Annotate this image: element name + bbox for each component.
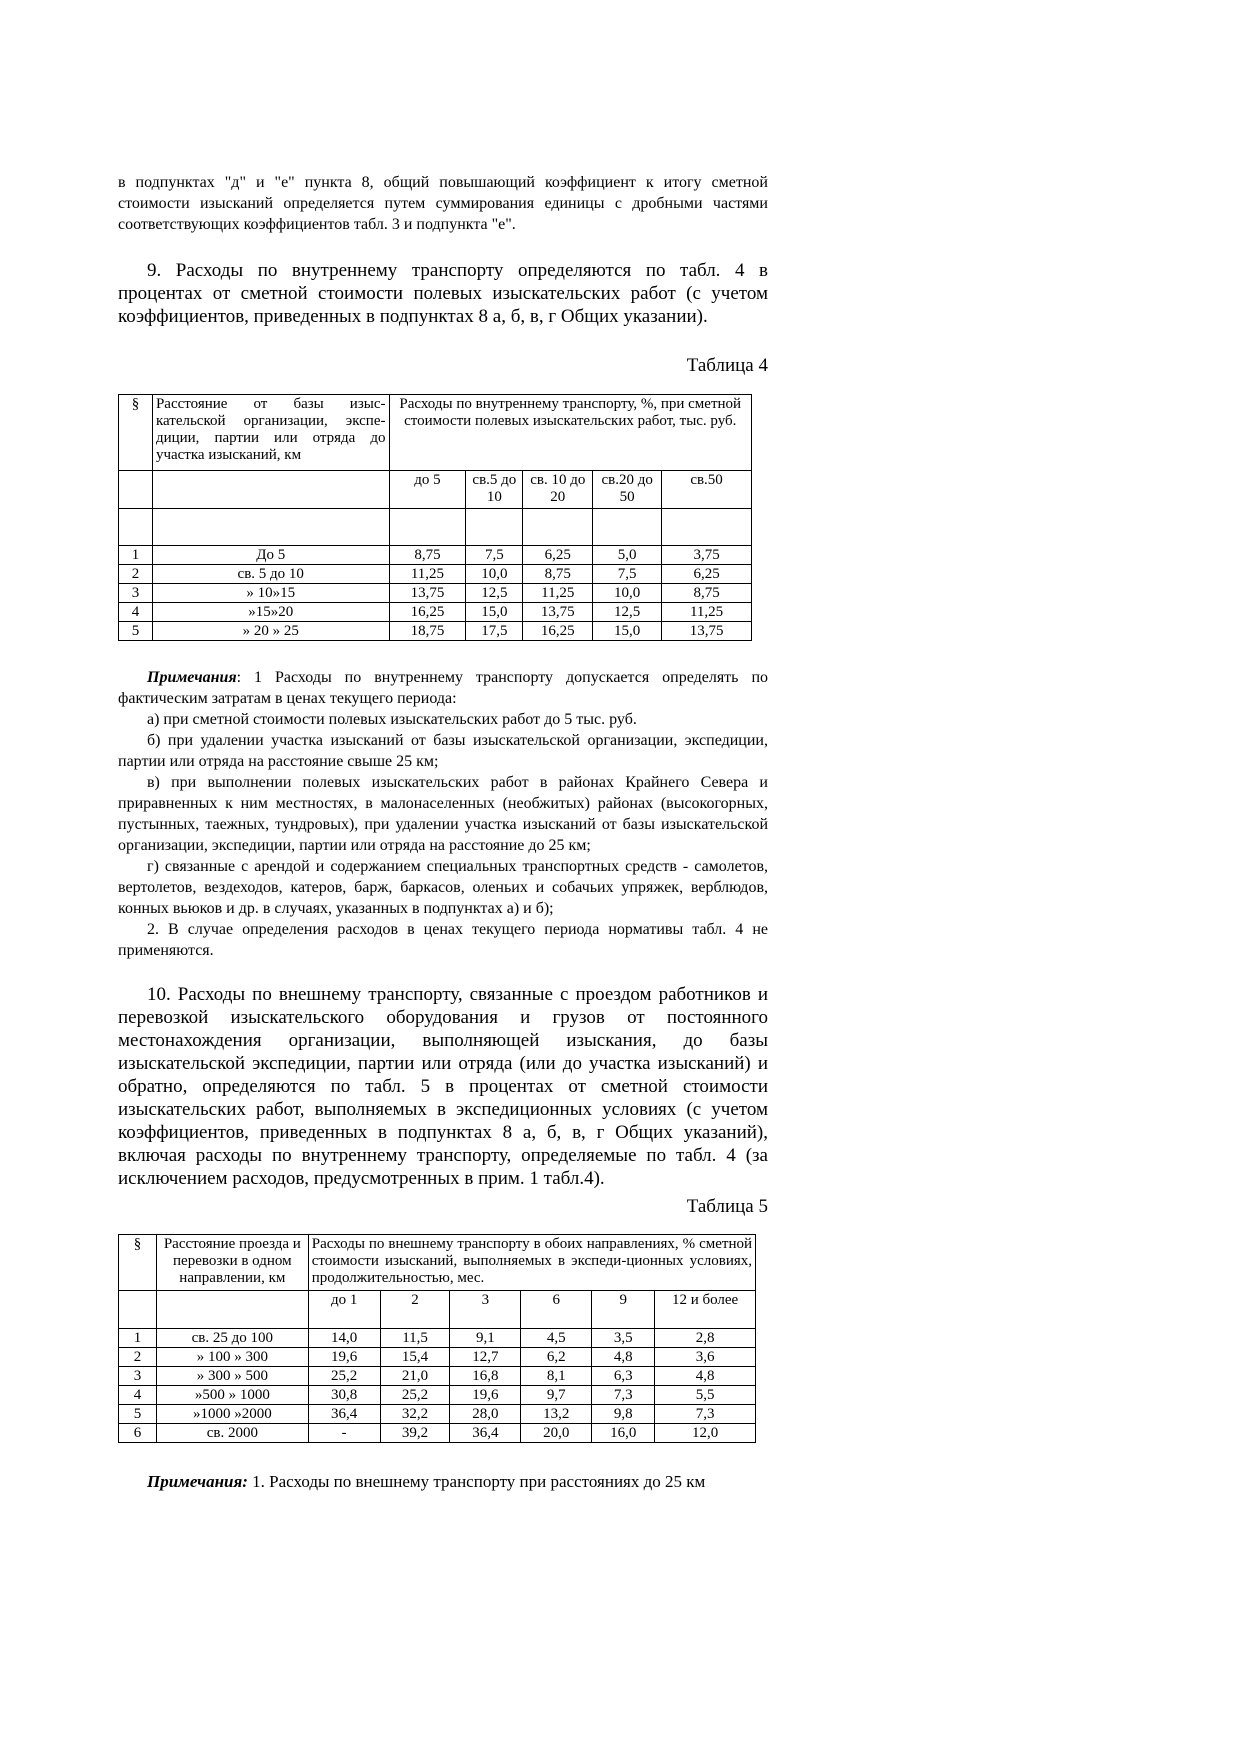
row-label: » 10»15 — [152, 584, 389, 603]
table-cell: 3,6 — [655, 1348, 756, 1367]
table-cell: 11,5 — [380, 1329, 450, 1348]
table-cell: 16,0 — [592, 1424, 655, 1443]
table-4-col-header: до 5 — [389, 471, 466, 509]
row-number: 3 — [119, 1367, 157, 1386]
table-cell: 36,4 — [308, 1405, 380, 1424]
table-4-header-distance: Расстояние от базы изыс-кательской организации, экспе-диции, партии или отряда до участка изысканий, км — [152, 395, 389, 471]
table-cell: 2,8 — [655, 1329, 756, 1348]
table-4-header-expenses: Расходы по внутреннему транспорту, %, при сметной стоимости полевых изыскательских работ, тыс. руб. — [389, 395, 752, 471]
table-4-empty-cell — [119, 471, 153, 509]
table-4-empty-cell — [523, 509, 593, 546]
table-cell: 13,75 — [389, 584, 466, 603]
table-cell: 20,0 — [521, 1424, 592, 1443]
table-4-col-header: св.20 до 50 — [593, 471, 662, 509]
table-cell: 8,1 — [521, 1367, 592, 1386]
table-cell: 10,0 — [593, 584, 662, 603]
table-4-header-section: § — [119, 395, 153, 471]
row-number: 4 — [119, 1386, 157, 1405]
table-5-header-distance: Расстояние проезда и перевозки в одном направлении, км — [156, 1235, 308, 1291]
table-cell: 5,0 — [593, 546, 662, 565]
table-cell: 7,3 — [592, 1386, 655, 1405]
table-cell: 15,4 — [380, 1348, 450, 1367]
row-number: 3 — [119, 584, 153, 603]
table-4-empty-cell — [662, 509, 752, 546]
table-4-empty-cell — [389, 509, 466, 546]
table-cell: 3,75 — [662, 546, 752, 565]
table-cell: 8,75 — [523, 565, 593, 584]
table-4-empty-cell — [152, 509, 389, 546]
table-5-caption: Таблица 5 — [686, 1196, 768, 1217]
table-cell: 16,8 — [450, 1367, 521, 1386]
table-cell: 7,5 — [593, 565, 662, 584]
table-cell: 7,3 — [655, 1405, 756, 1424]
table-cell: 15,0 — [593, 622, 662, 641]
table-cell: 19,6 — [308, 1348, 380, 1367]
table-5-col-header: 9 — [592, 1291, 655, 1329]
table-row — [119, 1386, 756, 1405]
table-cell: 25,2 — [380, 1386, 450, 1405]
table-cell: 5,5 — [655, 1386, 756, 1405]
table-cell: 11,25 — [523, 584, 593, 603]
table-row — [119, 603, 752, 622]
notes-4-item-2: 2. В случае определения расходов в ценах текущего периода нормативы табл. 4 не применяются. — [118, 921, 768, 959]
table-row — [119, 565, 752, 584]
table-5-col-header: 6 — [521, 1291, 592, 1329]
table-cell: 36,4 — [450, 1424, 521, 1443]
table-cell: 32,2 — [380, 1405, 450, 1424]
row-label: » 300 » 500 — [156, 1367, 308, 1386]
row-number: 5 — [119, 622, 153, 641]
row-number: 5 — [119, 1405, 157, 1424]
notes-5-title: Примечания: — [147, 1472, 248, 1491]
notes-4-item-a: а) при сметной стоимости полевых изыскательских работ до 5 тыс. руб. — [147, 711, 637, 728]
table-cell: 17,5 — [466, 622, 523, 641]
row-label: » 100 » 300 — [156, 1348, 308, 1367]
table-cell: 6,25 — [523, 546, 593, 565]
table-cell: 6,3 — [592, 1367, 655, 1386]
table-4-col-header: св.50 — [662, 471, 752, 509]
table-5-header-expenses: Расходы по внешнему транспорту в обоих направлениях, % сметной стоимости изысканий, выполняемых в экспеди-ционных условиях, продолжительностью, мес. — [308, 1235, 755, 1291]
table-row — [119, 584, 752, 603]
row-number: 6 — [119, 1424, 157, 1443]
table-cell: 30,8 — [308, 1386, 380, 1405]
table-cell: 12,5 — [466, 584, 523, 603]
table-cell: 10,0 — [466, 565, 523, 584]
table-cell: 39,2 — [380, 1424, 450, 1443]
table-row — [119, 1367, 756, 1386]
table-cell: 12,7 — [450, 1348, 521, 1367]
section-9-paragraph: 9. Расходы по внутреннему транспорту определяются по табл. 4 в процентах от сметной стоимости полевых изыскательских работ (с учетом коэффициентов, приведенных в подпунктах 8 а, б, в, г Общих указании). — [118, 260, 768, 327]
table-row — [119, 1348, 756, 1367]
table-4-col-header: св. 10 до 20 — [523, 471, 593, 509]
notes-5-item-1: 1. Расходы по внешнему транспорту при расстояниях до 25 км — [247, 1472, 706, 1491]
table-cell: 6,25 — [662, 565, 752, 584]
row-label: св. 2000 — [156, 1424, 308, 1443]
page-content — [118, 172, 768, 1492]
table-cell: 19,6 — [450, 1386, 521, 1405]
table-5-col-header: 2 — [380, 1291, 450, 1329]
row-label: »15»20 — [152, 603, 389, 622]
table-cell: 6,2 — [521, 1348, 592, 1367]
table-cell: 4,8 — [592, 1348, 655, 1367]
table-cell: 14,0 — [308, 1329, 380, 1348]
table-cell: 18,75 — [389, 622, 466, 641]
row-label: св. 25 до 100 — [156, 1329, 308, 1348]
table-5-col-header: 3 — [450, 1291, 521, 1329]
table-cell: 3,5 — [592, 1329, 655, 1348]
table-cell: 11,25 — [389, 565, 466, 584]
table-cell: 4,5 — [521, 1329, 592, 1348]
row-label: » 20 » 25 — [152, 622, 389, 641]
table-cell: 12,5 — [593, 603, 662, 622]
notes-4-item-1: : 1 Расходы по внутреннему транспорту допускается определять по фактическим затратам в ценах текущего периода: — [118, 669, 768, 707]
notes-4-title: Примечания — [147, 669, 237, 686]
section-10-paragraph: 10. Расходы по внешнему транспорту, связанные с проездом работников и перевозкой изыскательского оборудования и грузов от постоянного местонахождения организации, выполняющей изыскания, до базы изыскательской экспедиции, партии или отряда (или до участка изысканий) и обратно, определяются по табл. 5 в процентах от сметной стоимости изыскательских работ, выполняемых в экспедиционных условиях (с учетом коэффициентов, приведенных в подпунктах 8 а, б, в, г Общих указаний), включая расходы по внутреннему транспорту, определяемые по табл. 4 (за исключением расходов, предусмотренных в прим. 1 табл.4). — [118, 984, 768, 1189]
table-cell: 12,0 — [655, 1424, 756, 1443]
table-cell: 9,1 — [450, 1329, 521, 1348]
row-label: До 5 — [152, 546, 389, 565]
row-number: 4 — [119, 603, 153, 622]
table-5-notes — [118, 1471, 768, 1492]
notes-4-item-g: г) связанные с арендой и содержанием специальных транспортных средств - самолетов, вертолетов, вездеходов, катеров, барж, баркасов, оленьих и собачьих упряжек, верблюдов, конных вьюков и др. в случаях, указанных в подпунктах а) и б); — [118, 858, 768, 917]
notes-4-item-b: б) при удалении участка изысканий от базы изыскательской организации, экспедиции, партии или отряда на расстояние свыше 25 км; — [118, 732, 768, 770]
table-4-col-header: св.5 до 10 — [466, 471, 523, 509]
table-row — [119, 622, 752, 641]
row-label: св. 5 до 10 — [152, 565, 389, 584]
table-5-col-header: 12 и более — [655, 1291, 756, 1329]
table-4-empty-cell — [152, 471, 389, 509]
table-row — [119, 1329, 756, 1348]
table-row — [119, 1424, 756, 1443]
table-5-header-section: § — [119, 1235, 157, 1291]
table-cell: 7,5 — [466, 546, 523, 565]
table-cell: 11,25 — [662, 603, 752, 622]
table-cell: 13,75 — [523, 603, 593, 622]
notes-4-item-v: в) при выполнении полевых изыскательских работ в районах Крайнего Севера и приравненных к ним местностях, в малонаселенных (необжитых) районах (высокогорных, пустынных, таежных, тундровых), при удалении участка изысканий от базы изыскательской организации, экспедиции, партии или отряда на расстояние до 25 км; — [118, 774, 768, 854]
table-cell: 9,7 — [521, 1386, 592, 1405]
table-cell: 13,2 — [521, 1405, 592, 1424]
table-cell: 9,8 — [592, 1405, 655, 1424]
table-4 — [118, 394, 752, 641]
table-cell: 4,8 — [655, 1367, 756, 1386]
table-cell: 25,2 — [308, 1367, 380, 1386]
table-5-empty-cell — [119, 1291, 157, 1329]
table-cell: 21,0 — [380, 1367, 450, 1386]
row-number: 1 — [119, 1329, 157, 1348]
intro-paragraph: в подпунктах "д" и "е" пункта 8, общий повышающий коэффициент к итогу сметной стоимости изысканий определяется путем суммирования единицы с дробными частями соответствующих коэффициентов табл. 3 и подпункта "е". — [118, 174, 768, 233]
row-label: »500 » 1000 — [156, 1386, 308, 1405]
table-cell: 16,25 — [523, 622, 593, 641]
table-cell: 15,0 — [466, 603, 523, 622]
row-label: »1000 »2000 — [156, 1405, 308, 1424]
row-number: 2 — [119, 1348, 157, 1367]
table-4-empty-cell — [119, 509, 153, 546]
table-5-empty-cell — [156, 1291, 308, 1329]
table-cell: - — [308, 1424, 380, 1443]
table-4-empty-cell — [466, 509, 523, 546]
table-row — [119, 1405, 756, 1424]
table-cell: 13,75 — [662, 622, 752, 641]
table-cell: 8,75 — [389, 546, 466, 565]
table-5-col-header: до 1 — [308, 1291, 380, 1329]
table-5 — [118, 1234, 756, 1443]
row-number: 1 — [119, 546, 153, 565]
table-cell: 28,0 — [450, 1405, 521, 1424]
table-4-empty-cell — [593, 509, 662, 546]
table-4-caption: Таблица 4 — [686, 355, 768, 376]
table-cell: 16,25 — [389, 603, 466, 622]
row-number: 2 — [119, 565, 153, 584]
table-cell: 8,75 — [662, 584, 752, 603]
table-4-notes — [118, 667, 768, 961]
table-row — [119, 546, 752, 565]
